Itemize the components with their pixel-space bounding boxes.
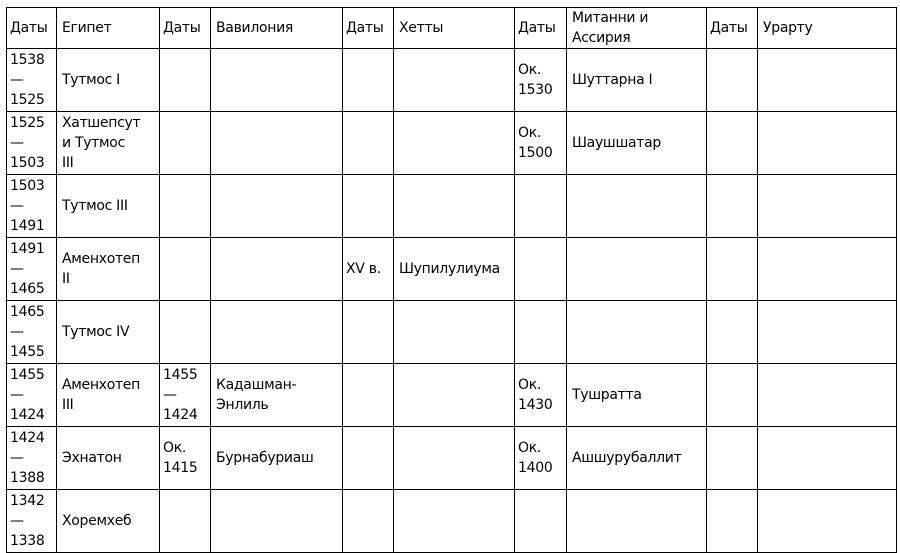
header-cell-dates: Даты bbox=[7, 8, 57, 49]
cell-dates bbox=[343, 301, 394, 364]
table-row bbox=[7, 490, 897, 553]
header-cell-dates: Даты bbox=[515, 8, 567, 49]
cell-dates bbox=[707, 301, 758, 364]
cell-hittites bbox=[394, 427, 515, 490]
cell-dates: 1424 — 1388 bbox=[7, 427, 57, 490]
cell-dates bbox=[707, 427, 758, 490]
cell-dates bbox=[707, 238, 758, 301]
header-cell-egypt: Египет bbox=[57, 8, 160, 49]
table-row bbox=[7, 301, 897, 364]
cell-mitanni-assyria bbox=[567, 238, 707, 301]
cell-babylonia bbox=[211, 175, 343, 238]
cell-hittites bbox=[394, 490, 515, 553]
chronology-table bbox=[6, 7, 897, 553]
cell-dates bbox=[515, 238, 567, 301]
cell-dates bbox=[515, 490, 567, 553]
cell-dates bbox=[515, 301, 567, 364]
cell-hittites bbox=[394, 49, 515, 112]
table-row bbox=[7, 112, 897, 175]
cell-dates bbox=[343, 427, 394, 490]
header-cell-urartu: Урарту bbox=[758, 8, 897, 49]
cell-mitanni-assyria bbox=[567, 301, 707, 364]
cell-hittites bbox=[394, 112, 515, 175]
cell-dates: 1342 — 1338 bbox=[7, 490, 57, 553]
header-cell-dates: Даты bbox=[707, 8, 758, 49]
cell-dates: 1465 — 1455 bbox=[7, 301, 57, 364]
cell-dates: 1525 — 1503 bbox=[7, 112, 57, 175]
cell-urartu bbox=[758, 427, 897, 490]
cell-dates bbox=[515, 175, 567, 238]
cell-dates: 1538 — 1525 bbox=[7, 49, 57, 112]
cell-babylonia bbox=[211, 112, 343, 175]
cell-dates: XV в. bbox=[343, 238, 394, 301]
cell-mitanni-assyria: Шуттарна I bbox=[567, 49, 707, 112]
cell-dates bbox=[160, 301, 211, 364]
cell-dates bbox=[160, 49, 211, 112]
cell-egypt: Хоремхеб bbox=[57, 490, 160, 553]
cell-babylonia bbox=[211, 238, 343, 301]
cell-hittites bbox=[394, 364, 515, 427]
cell-dates bbox=[707, 112, 758, 175]
cell-dates: Ок. 1400 bbox=[515, 427, 567, 490]
cell-urartu bbox=[758, 301, 897, 364]
cell-mitanni-assyria: Тушратта bbox=[567, 364, 707, 427]
table-header-row bbox=[7, 8, 897, 49]
header-cell-hittites: Хетты bbox=[394, 8, 515, 49]
cell-egypt: Тутмос III bbox=[57, 175, 160, 238]
cell-dates bbox=[160, 175, 211, 238]
cell-dates: 1491 — 1465 bbox=[7, 238, 57, 301]
cell-egypt: Эхнатон bbox=[57, 427, 160, 490]
cell-egypt: Хатшепсут и Тутмос III bbox=[57, 112, 160, 175]
cell-dates bbox=[343, 49, 394, 112]
cell-mitanni-assyria bbox=[567, 175, 707, 238]
cell-dates bbox=[707, 49, 758, 112]
cell-dates: 1503 — 1491 bbox=[7, 175, 57, 238]
table-row bbox=[7, 427, 897, 490]
cell-hittites: Шупилулиума bbox=[394, 238, 515, 301]
cell-urartu bbox=[758, 238, 897, 301]
cell-hittites bbox=[394, 301, 515, 364]
cell-urartu bbox=[758, 112, 897, 175]
cell-hittites bbox=[394, 175, 515, 238]
header-cell-mitanni-assyria: Митанни и Ассирия bbox=[567, 8, 707, 49]
cell-dates bbox=[343, 112, 394, 175]
table-row bbox=[7, 49, 897, 112]
cell-dates bbox=[707, 490, 758, 553]
cell-dates bbox=[160, 238, 211, 301]
cell-mitanni-assyria: Ашшурубаллит bbox=[567, 427, 707, 490]
cell-urartu bbox=[758, 49, 897, 112]
cell-dates bbox=[160, 490, 211, 553]
cell-egypt: Тутмос I bbox=[57, 49, 160, 112]
cell-dates: Ок. 1500 bbox=[515, 112, 567, 175]
cell-dates bbox=[343, 175, 394, 238]
header-cell-babylonia: Вавилония bbox=[211, 8, 343, 49]
cell-mitanni-assyria: Шаушшатар bbox=[567, 112, 707, 175]
cell-egypt: Аменхотеп II bbox=[57, 238, 160, 301]
cell-dates bbox=[160, 112, 211, 175]
table-row bbox=[7, 364, 897, 427]
cell-egypt: Аменхотеп III bbox=[57, 364, 160, 427]
cell-dates: 1455 — 1424 bbox=[7, 364, 57, 427]
table-row bbox=[7, 238, 897, 301]
cell-dates bbox=[343, 490, 394, 553]
cell-urartu bbox=[758, 364, 897, 427]
header-cell-dates: Даты bbox=[160, 8, 211, 49]
cell-dates bbox=[707, 364, 758, 427]
cell-dates: Ок. 1415 bbox=[160, 427, 211, 490]
cell-dates: Ок. 1430 bbox=[515, 364, 567, 427]
cell-egypt: Тутмос IV bbox=[57, 301, 160, 364]
cell-babylonia: Кадашман- Энлиль bbox=[211, 364, 343, 427]
table-row bbox=[7, 175, 897, 238]
cell-dates bbox=[343, 364, 394, 427]
cell-babylonia bbox=[211, 49, 343, 112]
cell-babylonia bbox=[211, 490, 343, 553]
cell-urartu bbox=[758, 175, 897, 238]
header-cell-dates: Даты bbox=[343, 8, 394, 49]
cell-babylonia bbox=[211, 301, 343, 364]
cell-dates: 1455 — 1424 bbox=[160, 364, 211, 427]
cell-babylonia: Бурнабуриаш bbox=[211, 427, 343, 490]
cell-dates: Ок. 1530 bbox=[515, 49, 567, 112]
cell-mitanni-assyria bbox=[567, 490, 707, 553]
cell-dates bbox=[707, 175, 758, 238]
cell-urartu bbox=[758, 490, 897, 553]
